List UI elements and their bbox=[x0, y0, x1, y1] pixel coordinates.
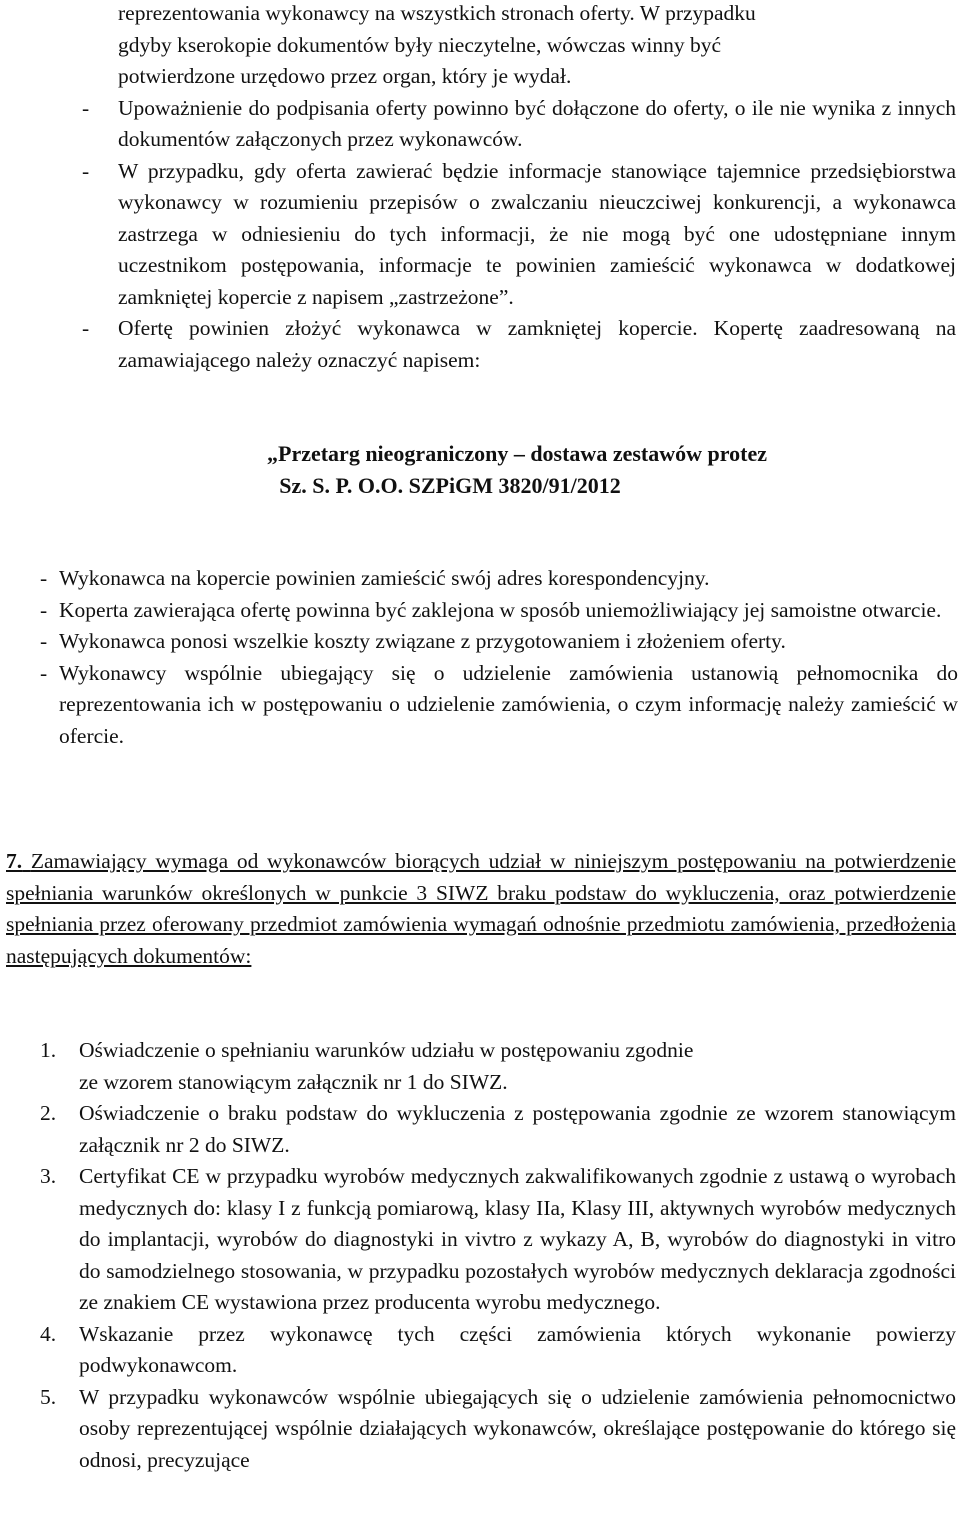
dash-item-text: Upoważnienie do podpisania oferty powinno być dołączone do oferty, o ile nie wynika z innych dokumentów załączonych przez wykonawców. bbox=[118, 95, 956, 151]
document-item bbox=[40, 1161, 956, 1319]
intro-line: gdyby kserokopie dokumentów były nieczytelne, wówczas winny być bbox=[118, 32, 722, 57]
offer-requirements-block bbox=[82, 0, 956, 376]
rule-item bbox=[40, 595, 958, 627]
document-item-number: 1. bbox=[40, 1038, 57, 1062]
document-item-number: 2. bbox=[40, 1101, 57, 1125]
section-7 bbox=[6, 846, 956, 972]
dash-bullet: - bbox=[82, 95, 90, 120]
document-item-number: 5. bbox=[40, 1384, 57, 1409]
document-item-text: W przypadku wykonawców wspólnie ubiegających się o udzielenie zamówienia pełnomocnictwo osoby reprezentującej wspólnie działających wykonawców, określające postępowanie do którego się odnosi, precyzujące bbox=[79, 1384, 956, 1472]
rule-item-text: Wykonawcy wspólnie ubiegający się o udzielenie zamówienia ustanowią pełnomocnika do reprezentowania ich w postępowaniu o udzielenie zamówienia, o czym informację należy zamieścić w ofercie. bbox=[59, 660, 958, 748]
dash-bullet: - bbox=[82, 316, 90, 340]
dash-bullet: - bbox=[40, 597, 48, 622]
document-item-number: 4. bbox=[40, 1321, 57, 1346]
rule-item bbox=[40, 626, 958, 658]
document-item bbox=[40, 1382, 956, 1477]
document-item bbox=[40, 1035, 956, 1098]
section-text: Zamawiający wymaga od wykonawców biorących udział w niniejszym postępowaniu na potwierdzenie spełniania warunków określonych w punkcie 3 SIWZ braku podstaw do wykluczenia, oraz potwierdzenie spełniania przez oferowany przedmiot zamówienia wymagań odnośnie przedmiotu zamówienia, przedłożenia następujących dokumentów: bbox=[6, 849, 956, 968]
intro-line: potwierdzone urzędowo przez organ, który je wydał. bbox=[118, 64, 572, 88]
dash-list-item bbox=[82, 93, 956, 156]
dash-bullet: - bbox=[40, 629, 48, 653]
dash-item-text: Ofertę powinien złożyć wykonawca w zamkniętej kopercie. Kopertę zaadresowaną na zamawiającego należy oznaczyć napisem: bbox=[118, 316, 956, 372]
dash-bullet: - bbox=[82, 158, 90, 183]
rule-item bbox=[40, 658, 958, 753]
section-number: 7. bbox=[6, 849, 23, 873]
dash-list-item bbox=[82, 313, 956, 376]
document-item-text: ze wzorem stanowiącym załącznik nr 1 do SIWZ. bbox=[79, 1069, 508, 1094]
dash-item-text: W przypadku, gdy oferta zawierać będzie informacje stanowiące tajemnice przedsiębiorstwa wykonawcy w rozumieniu przepisów o zwalczaniu nieuczciwej konkurencji, a wykonawca zastrzega w odniesieniu do tych informacji, że nie mogą być one udostępniane innym uczestnikom postępowania, informacje te powinien zamieścić wykonawca w dodatkowej zamkniętej kopercie z napisem „zastrzeżone”. bbox=[118, 158, 956, 309]
rule-item-text: Wykonawca ponosi wszelkie koszty związane z przygotowaniem i złożeniem oferty. bbox=[59, 629, 786, 653]
envelope-label-reference: Sz. S. P. O.O. SZPiGM 3820/91/2012 bbox=[279, 473, 621, 498]
rule-item-text: Koperta zawierająca ofertę powinna być zaklejona w sposób uniemożliwiający jej samoistne otwarcie. bbox=[59, 597, 942, 622]
rule-item bbox=[40, 563, 958, 595]
document-item-text: Certyfikat CE w przypadku wyrobów medycznych zakwalifikowanych zgodnie z ustawą o wyrobach medycznych do: klasy I z funkcją pomiarową, klasy IIa, Klasy III, aktywnych wyrobów medycznych do implantacji, wyrobów do diagnostyki in vivtro z wykazy A, B, wyrobów do diagnostyki in vitro do samodzielnego stosowania, w przypadku pozostałych wyrobów medycznych deklaracja zgodności ze znakiem CE wystawiona przez producenta wyrobu medycznego. bbox=[79, 1164, 956, 1314]
dash-bullet: - bbox=[40, 660, 48, 685]
envelope-label bbox=[0, 438, 960, 502]
document-item-text: Wskazanie przez wykonawcę tych części zamówienia których wykonanie powierzy podwykonawcom. bbox=[79, 1321, 956, 1377]
envelope-rules-list bbox=[40, 563, 958, 752]
rule-item-text: Wykonawca na kopercie powinien zamieścić swój adres korespondencyjny. bbox=[59, 566, 710, 590]
document-item bbox=[40, 1319, 956, 1382]
dash-list-item bbox=[82, 156, 956, 314]
document-item-text: Oświadczenie o braku podstaw do wykluczenia z postępowania zgodnie ze wzorem stanowiącym załącznik nr 2 do SIWZ. bbox=[79, 1101, 956, 1157]
intro-line: reprezentowania wykonawcy na wszystkich stronach oferty. W przypadku bbox=[118, 1, 756, 25]
required-documents-list bbox=[40, 1035, 956, 1476]
document-item bbox=[40, 1098, 956, 1161]
document-item-text: Oświadczenie o spełnianiu warunków udziału w postępowaniu zgodnie bbox=[79, 1038, 694, 1062]
dash-bullet: - bbox=[40, 566, 48, 590]
envelope-label-title: „Przetarg nieograniczony – dostawa zestawów protez bbox=[267, 441, 767, 466]
document-item-number: 3. bbox=[40, 1164, 57, 1188]
